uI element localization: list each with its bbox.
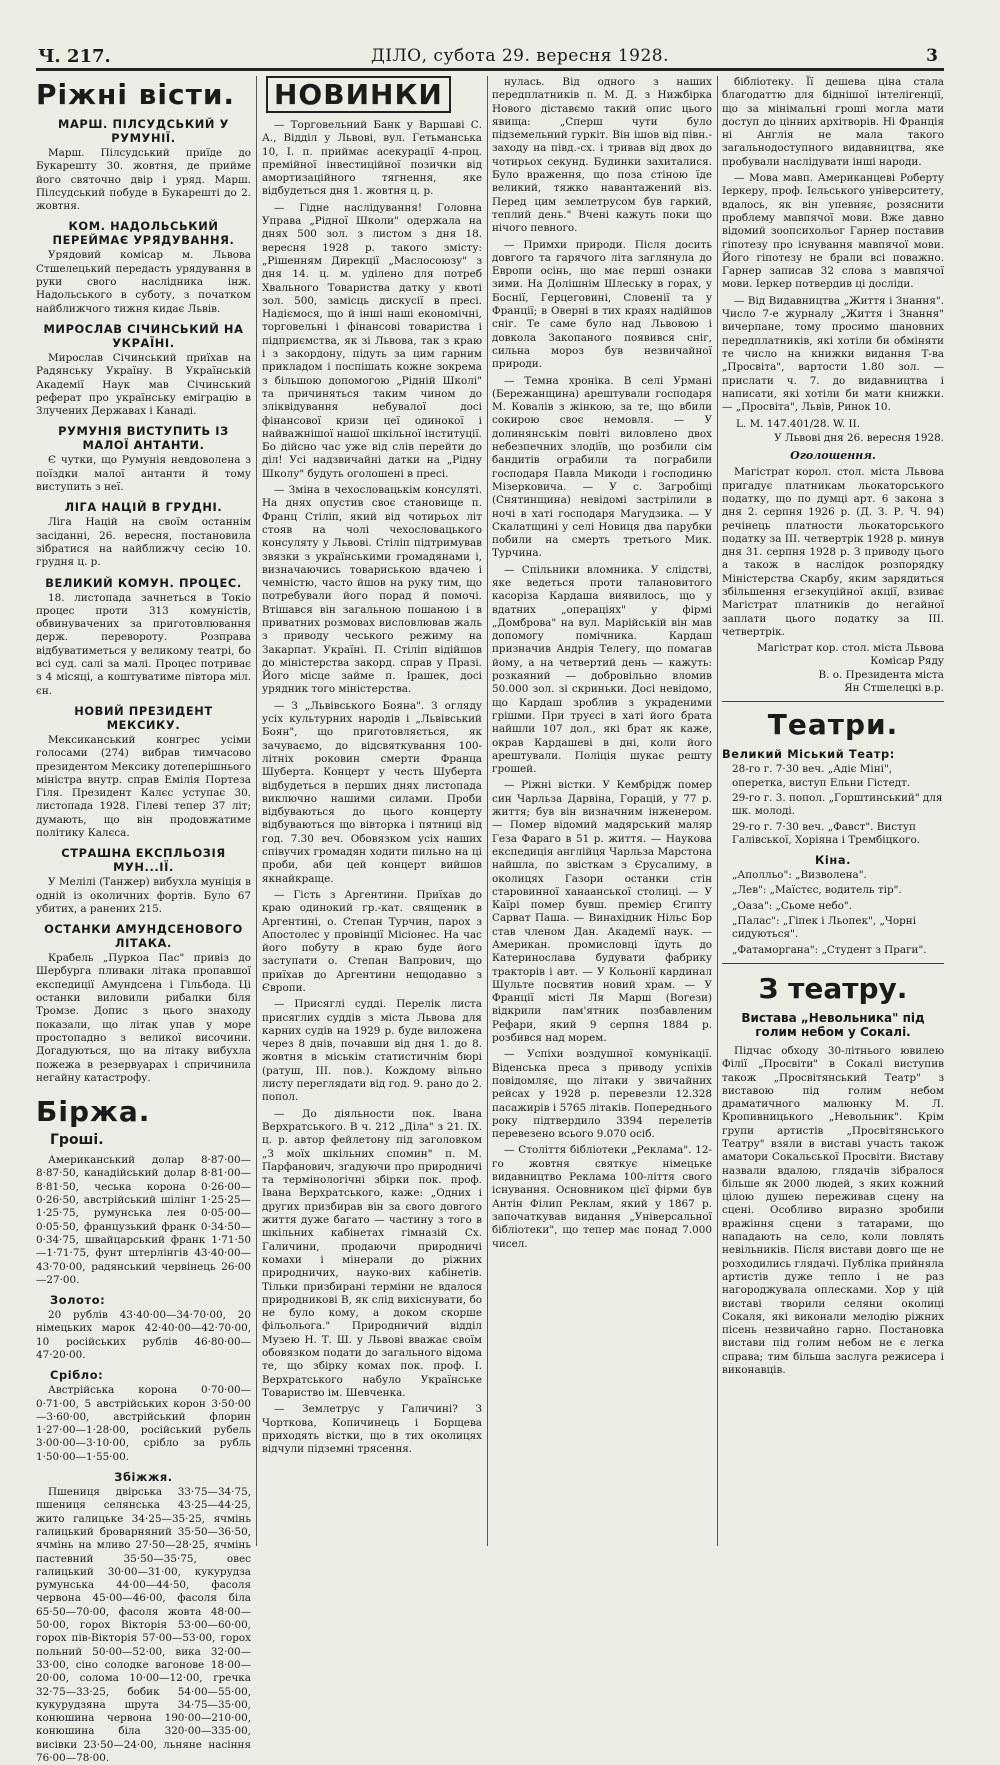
column-divider: [717, 76, 718, 1546]
news-item: — З „Львівського Бояна". З огляду усіх культурних народів і „Львівський Боян", що приготовляється, як зачуваємо, до відсвяткування 100-літніх роковин смерти Франца Шуберта. Концерт у честь Шуберта відбудеться в перших днях листопада виключно нашими силами. Проби відбуваються до цього концерту відбуваються що вівторка і пятниці від год. 7.30 веч. Обовязком усіх наших співучих громадян ходити пильно на ці проби, аби цей концерт вийшов якнайкраще.: [262, 699, 482, 885]
news-item: — Зміна в чехословацькім консуляті. На днях опустив своє становище п. Франц Стіліп, який від чотирьох літ стояв на чолі чехословацького консуляту у Львові. Стіліп підтримував звязки з українськими громадянами і, визначаючись товариською вдачею і чемністю, часто йшов на руку тим, що потребували його порад й помочі. Втішався він загальною пошаною і в приватних розмовах висловлював жаль з приводу чеського режиму на Закарпат. Україні. П. Стіліп відійшов до міністерства закорд. справ у Празі. Його місце займе п. Ірашек, досі урядник того міністерства.: [262, 484, 482, 696]
news-headline: МАРШ. ПІЛСУДСЬКИЙ У РУМУНІЇ.: [58, 117, 229, 145]
news-headline: РУМУНІЯ ВИСТУПИТЬ ІЗ МАЛОЇ АНТАНТИ.: [58, 424, 229, 453]
page-number: 3: [926, 46, 938, 66]
reference-number: L. M. 147.401/28. W. II.: [736, 418, 861, 431]
news-item: — Присяглі судді. Перелік листа присяглих суддів з міста Львова для карних судів на 1929 р. буде виложена через 8 днів, почавши від дня 1. до 8. жовтня в міськім статистичнім бюрі (ратуш, III. пов.). Кождому вільно листу переглядати від год. 9. рано до 2. попол.: [262, 998, 482, 1104]
news-body: Є чутки, що Румунія невдоволена з поїздки малої антанти й тому виступить з неї.: [36, 454, 251, 494]
news-body: Мирослав Січинський приїхав на Радянську Україну. В Українській Академії Наук мав Січинський реферат про українську еміграцію в Злучених Державах і Канаді.: [36, 351, 251, 418]
news-body: Мексиканський конгрес усіми голосами (274) вибрав тимчасово президентом Мексику дотеперішнього міністра внутр. справ Емілія Портеза Гіля. Президент Калєс уступає 30. листопада 1928. Гілеві тепер 37 літ; думають, що він продовжатиме політику Калєса.: [36, 733, 251, 839]
news-body: У Мелілі (Танжер) вибухла муніція в одній із околичних фортів. Було 67 убитих, а ранених 215.: [36, 876, 251, 915]
market-subtitle: Гроші.: [50, 1132, 104, 1149]
news-item: — Примхи природи. Після досить довгого та гарячого літа заглянула до Европи осінь, що має перші ознаки зими. На Долішнім Шлеську в горах, у Боснії, Герцеговині, Словенії та у Франції; в Оверні в тих краях надійшов сніг. Те саме було над Львовою і довкола Закопаного появився сніг, сильна мороз був незвичайної природи.: [492, 238, 712, 371]
column-divider: [256, 76, 257, 1546]
grain-rates: Пшениця двірська 33·75—34·75, пшениця селянська 43·25—44·25, жито галицьке 34·25—35·25, ячмінь галицький броварняний 35·50—36·50, ячмінь на мливо 27·50—28·25, ячмінь пастевний 35·50—35·75, овес галицький 30·00—31·00, кукурудза румунська 44·00—44·50, фасоля червона 45·00—46·00, фасоля біла 65·50—70·00, фасоля жовта 48·00—50·00, горох Вікторія 53·00—60·00, горох пів-Вікторія 57·00—53·00, горох польний 50·00—52·00, вика 32·00—33·00, сіно солодке вагонове 18·00—20·00, солома 10·00—12·00, гречка 32·75—33·25, бобик 54·00—55·00, кукурудзяна шрута 34·75—35·00, конюшина червона 190·00—210·00, конюшина біла 320·00—335·00, висівки 23·50—24·00, льняне насіння 76·00—78·00.: [36, 1486, 251, 1765]
news-item: — Торговельний Банк у Варшаві С. А., Відділ у Львові, вул. Гетьманська 10, I. п. приймає асекурації 4-проц. премійної інвестиційної позички від амортизаційного тягнення, яке відбудеться дня 1. жовтня ц. р.: [262, 119, 482, 198]
news-headline: НОВИЙ ПРЕЗИДЕНТ МЕКСИКУ.: [74, 703, 213, 732]
newspaper-title-date: ДІЛО, субота 29. вересня 1928.: [370, 46, 670, 66]
news-headline: ВЕЛИКИЙ КОМУН. ПРОЦЕС.: [45, 575, 242, 590]
column-divider: [487, 76, 488, 1546]
section-title-theatres: Театри.: [767, 708, 899, 742]
cinema-listing: „Фатаморгана": „Студент з Праги".: [732, 943, 927, 956]
news-headline: ОСТАНКИ АМУНДСЕНОВОГО ЛІТАКА.: [44, 922, 243, 951]
section-title-novynky: НОВИНКИ: [266, 76, 451, 113]
news-item: — Мова мавп. Американцеві Роберту Іеркеру, проф. Ієльського університету, вдалось, як він упевняє, розяснити проблему мавпячої мови. Вже давно відомий зоопсихольог Гарнер поставив гіпотезу про існування мавпячої мови. Його гіпотезу не брали всі поважно. Гарнер записав 32 слова з мавпячої мови. Іеркер потвердив ці досліди.: [722, 172, 944, 291]
news-item: — Спільники вломника. У слідстві, яке ведеться проти талановитого касоріза Кардаша виявилось, що у вдатних „операціях" у фірмі „Домброва" на вул. Марійській він мав допомогу помічника. Кардаш призначив Андрія Телегу, що помагав йому, а на четвертий день — кажуть: розкаяний — добровільно вломив 50.000 зол. зі скриньки. Досі невідомо, що Кардаш зроблив з украденими грішми. При труєсі в хаті його брата найшли 107 дол., які брат як каже, окрав Кардашеві в дні, коли його арештували. Поліція шукає решту грошей.: [492, 563, 712, 776]
news-headline: ЛІГА НАЦІЙ В ГРУДНІ.: [64, 500, 223, 515]
section-title-from-theatre: З театру.: [758, 971, 908, 1005]
theatre-listing: 28-го г. 7·30 веч. „Адіє Міні", оперетка, виступ Ельни Гістедт.: [732, 763, 911, 789]
cinema-listing: „Оаза": „Сьоме небо".: [732, 899, 852, 912]
column-2: [262, 76, 482, 1546]
news-item: — Гість з Аргентини. Приїхав до краю одинокий гр.-кат. священик в Аргентині, о. Степан Турчин, парох з Апостолес у провінції Місіонес. На час його побуту в краю буде його заступати о. Степан Вапрович, що приїхав до Аргентини нещодавно з Європи.: [262, 888, 482, 994]
notice-signature: Магістрат кор. стол. міста Львова Комісар Ряду В. о. Президента міста Ян Стшелецкі в.р.: [756, 642, 944, 695]
news-item: — Гідне наслідування! Головна Управа „Рідної Школи" одержала на днях 500 зол. з листом з дня 18. вересня 1928 р. такого змісту: „Рішенням Дирекції „Маслосоюзу" з дня 14. ц. м. уділено для потреб Хвального Товариства датку у квоті зол. 500, замісць дискусії в пресі. Надіємося, що й інші наші економічні, торговельні і фінансові товариства і підприємства, як зі Львова, так з краю і з закордону, підуть за цим гарним прикладом і поспішать кожне зокрема з більшою допомогою „Рідній Школі" та причиняться таким чином до зліквідування небувалої досі фінансової кризи цеї одинокої і найважнішої нашої шкільної інституції. Бо дійсно час уже від слів перейти до діл! Усі надзвичайні датки на „Рідну Школу" будуть оголошені в пресі.: [262, 201, 482, 480]
reclam-continuation: бібліотеку. Її дешева ціна стала благодаттю для біднішої інтелігенції, що за мінімальні гроші могла мати доступ до цінних архітворів. Ні Франція ні Англія не мала такого загальнодоступного видавництва, яке пробували наслідувати інші народи.: [722, 76, 944, 168]
news-headline: СТРАШНА ЕКСПЛЬОЗІЯ МУН...ІЇ.: [61, 846, 226, 875]
grain-heading: Збіжжя.: [114, 1470, 173, 1485]
theatre-article-subtitle: Вистава „Невольника" під голим небом у Сокалі.: [741, 1010, 925, 1039]
news-body: Крабель „Пуркоа Пас" привіз до Шербурга пливаки літака пропавшої експедиції Амундсена і Гільбода. Ці останки виловили рибалки біля Тромзе. Допис з цього знаходу показали, що літак упав у море простопадно з великої височини. Догадуються, що на літаку вибухла пожежа в резервуарах і спричинила негайну катастрофу.: [36, 952, 251, 1084]
column-1: [36, 76, 251, 1765]
masthead: [0, 38, 1000, 68]
silver-heading: Срібло:: [50, 1368, 104, 1383]
date-line: У Львові дня 26. вересня 1928.: [774, 431, 944, 444]
earthquake-continuation: нулась. Від одного з наших передплатників п. М. Д. з Нижбірка Нового діставємо такий опис цього явища: „Сперш чути було підземельний гуркіт. Він ішов від півн.-заходу на півд.-сх. і тривав від двох до чотирьох секунд. Будинки захиталися. Було враження, що поза стіною їде великий, тяжко навантажений віз. Перед цим землетрусом був гаркий, теплий день." Вчені кажуть поки що нічого певного.: [492, 76, 712, 235]
theatre-heading: Великий Міський Театр:: [722, 747, 895, 762]
column-3: [492, 76, 712, 1546]
issue-number: Ч. 217.: [38, 46, 111, 67]
notice-heading: Оголошення.: [790, 449, 876, 463]
news-body: Ліга Націй на своїм останнім засіданні, 26. вересня, постановила зібратися на найближчу сесію 10. грудня ц. р.: [36, 516, 251, 569]
silver-rates: Австрійська корона 0·70·00—0·71·00, 5 австрійських корон 3·50·00—3·60·00, австрійський флорин 1·27·00—1·28·00, російський рубель 3·00·00—3·10·00, срібло за рубль 1·50·00—1·55·00.: [36, 1384, 251, 1463]
news-item: — Ріжні вістки. У Кембрідж помер син Чарльза Дарвіна, Горацій, у 77 р. життя; був він визначним інженером. — Помер відомий мадярський маляр Геза Фараго в 51 р. життя. — Наукова експедиція англійця Чарльза Марстона найшла, по звісткам з Єрусалиму, в околицях Газори останки стін старовинної ханаанської столиці. — У Каїрі помер бувш. премієр Єгипту Сарват Паша. — Винахідник Нільс Бор став членом Дан. Академії наук. — Американ. промисловці їдуть до Катеринослава будувати фабрику тракторів і авт. — У Кольонії кардинал Шульте посвятив новий храм. — У Франції місті Ля Марш (Вогези) відкрили пам'ятник позбавленим Рефари, який 9 серпня 1884 р. розбився над морем.: [492, 779, 712, 1045]
news-item: — Темна хроніка. В селі Урмані (Бережанщина) арештували господаря М. Ковалів з жінкою, за те, що вбили сокирою своє немовля. — У долинянськім повіті виловлено двох небезпечних злодіїв, що розбили сім бандитів ограбили та пограбили господаря Павла Микоди і господиню Мізерковича. — У с. Загробіщі (Снятинщина) невідомі застрілили в ночі в хаті господаря Магудзика. — У Скалатщині у селі Новиця два парубки побили на смерть третього Мик. Турчина.: [492, 374, 712, 560]
news-item: — До діяльности пок. Івана Верхратського. В ч. 212 „Діла" з 21. IX. ц. р. автор фейлетону під заголовком „З моїх шкільних спомин" п. М. Парфанович, згадуючи про природничі та термінологічні збірки пок. проф. Івана Верхратського, каже: „Одних і других призбирав він за свого довгого життя дуже багато — частину з того в шкільних кабінетах гімназій Сх. Галичини, продаючи природничі комахи і мінерали до ріжних природничих, науко-вих кабінетів. Тільки призбирані терміни не вдалося природникові В, як слід вихіснувати, бо не було кому, а доком скорше фільольога." Природничий відділ Музею Н. Т. Ш. у Львові вважає своїм обовязком подати до загального відома те, що збірку комах пок. проф. І. Верхратського набуло Українське Товариство ім. Шевченка.: [262, 1107, 482, 1399]
cinema-listing: „Лев": „Маїстєс, водитель тір".: [732, 884, 902, 897]
gold-rates: 20 рублів 43·40·00—34·70·00, 20 німецьких марок 42·40·00—42·70·00, 10 російських рублів 46·80·00—47·20·00.: [36, 1309, 251, 1361]
theatre-listing: 29-го г. 7·30 веч. „Фавст". Виступ Галівської, Хоріяна і Трембіцкого.: [732, 820, 921, 846]
money-rates: Американський долар 8·87·00—8·87·50, канадійський долар 8·81·00—8·81·50, чеська корона 0·26·00—0·26·50, австрійський шілінг 1·25·25—1·25·75, румунська лея 0·05·00—0·05·50, французький франк 0·34·50—0·34·75, швайцарський франк 1·71·50—1·71·75, фунт штерлінгів 43·40·00—43·70·00, радянський червінець 26·00—27·00.: [36, 1154, 251, 1286]
news-headline: КОМ. НАДОЛЬСЬКИЙ ПЕРЕЙМАЄ УРЯДУВАННЯ.: [52, 219, 235, 248]
news-headline: МИРОСЛАВ СІЧИНСЬКИЙ НА УКРАЇНІ.: [43, 321, 244, 350]
news-item: — Землетрус у Галичині? З Чорткова, Копичинець і Борщева приходять вістки, що в тих околицях відчули підземні трясення.: [262, 1403, 482, 1456]
section-title-news: Ріжні вісти.: [36, 78, 236, 111]
cinema-listing: „Палас": „Гіпек і Льопек", „Чорні сидуються".: [732, 915, 917, 941]
column-4: [722, 76, 944, 1546]
theatre-listing: 29-го г. 3. попол. „Горштинський" для шк. молоді.: [732, 791, 943, 818]
notice-text: Магістрат корол. стол. міста Львова пригадує платникам льокаторського податку, що по думці арт. 6 закона з дня 2. серпня 1926 р. (Д. З. Р. Ч. 94) речінець платности льокаторського податку за III. четвертрік 1928 р. минув дня 31. серпня 1928 р. З приводу цього а також в наслідок розпорядку Міністерства Скарбу, яким зарядиться збільшення егзекуційної акції, взиває Магістрат платників до негайної заплати цього податку за III. четвертрік.: [722, 466, 944, 638]
cinema-listing: „Аполльо": „Визволена".: [732, 869, 867, 882]
cinema-heading: Кіна.: [814, 853, 852, 868]
section-title-market: Біржа.: [36, 1095, 151, 1129]
masthead-rule: [36, 68, 944, 71]
news-item: — Від Видавництва „Життя і Знання". Число 7-е журналу „Життя і Знання" вичерпане, тому просимо шановних передплатників, які хотіли би обміняти те число на книжки видання Т-ва „Просвіта", вартости 1.80 зол. — прислати ч. 7. до видавництва і написати, які хотіли би мати книжки. — „Просвіта", Львів, Ринок 10.: [722, 294, 944, 414]
gold-heading: Золото:: [50, 1293, 106, 1308]
theatre-article-text: Підчас обходу 30-літнього ювилею Філії „Просвіти" в Сокалі виступив також „Просвітянський Театр" з виставою під голим небом драматичного малюнку М. Л. Кропивницького „Невольник". Крім групи артистів „Просвітянського Театру" взяли в виставі участь також аматори Сокальської Просвіти. Виставу назвали вдалою, глядачів зібралося більше як 2000 людей, з яких кожний цілою душею переживав сцену на сцені. Особливо виразно зробили вражіння сцени з татарами, що нападають на село, коли ловлять невільників. Після вистави довго ще не розходились глядачі. Публіка прийняла артистів дуже тепло і не раз нагороджувала оплесками. Хор у цій виставі творили селяни околиці Сокаля, які виконали мелодію ріжних пісень незвичайно гарно. Постановка вистави під голим небом не є легка справа; тим більша заслуга режисера і виконавців.: [722, 1044, 944, 1377]
news-body: Урядовий комісар м. Львова Стшелецький передасть урядування в руки свого наслідника інж. Надольського в суботу, з початком найближчого тижня кидає Львів.: [36, 249, 251, 315]
news-item: — Успіхи воздушної комунікації. Віденська преса з приводу успіхів повідомляє, що літаки у звичайних рейсах у 1928 р. перевезли 12.328 пасажирів і 5765 літаків. Попереднього року підтвердило 3394 перелетів перевезено всього 9.070 осіб.: [492, 1048, 712, 1141]
news-item: — Століття бібліотеки „Реклама". 12-го жовтня святкує німецьке видавництво Реклама 100-ліття свого існування. Основником цієї фірми був Антін Філип Реклам, який у 1867 р. започаткував видання „Універсальної бібліотеки", що тепер має понад 7.000 чисел.: [492, 1144, 712, 1250]
news-body: Марш. Пілсудський приїде до Букарешту 30. жовтня, де прийме його святочно двір і уряд. Марш. Пілсудський побуде в Букарешті до 2. жовтня.: [36, 147, 251, 213]
news-body: 18. листопада зачнеться в Токіо процес проти 313 комуністів, обвинувачених за приготовлювання держ. перевороту. Розправа відбуватиметься у великому театрі, бо всі суд. салі за малі. Процес потриває з 4 місяці, а коштуватиме півтора міл. єн.: [36, 591, 251, 697]
